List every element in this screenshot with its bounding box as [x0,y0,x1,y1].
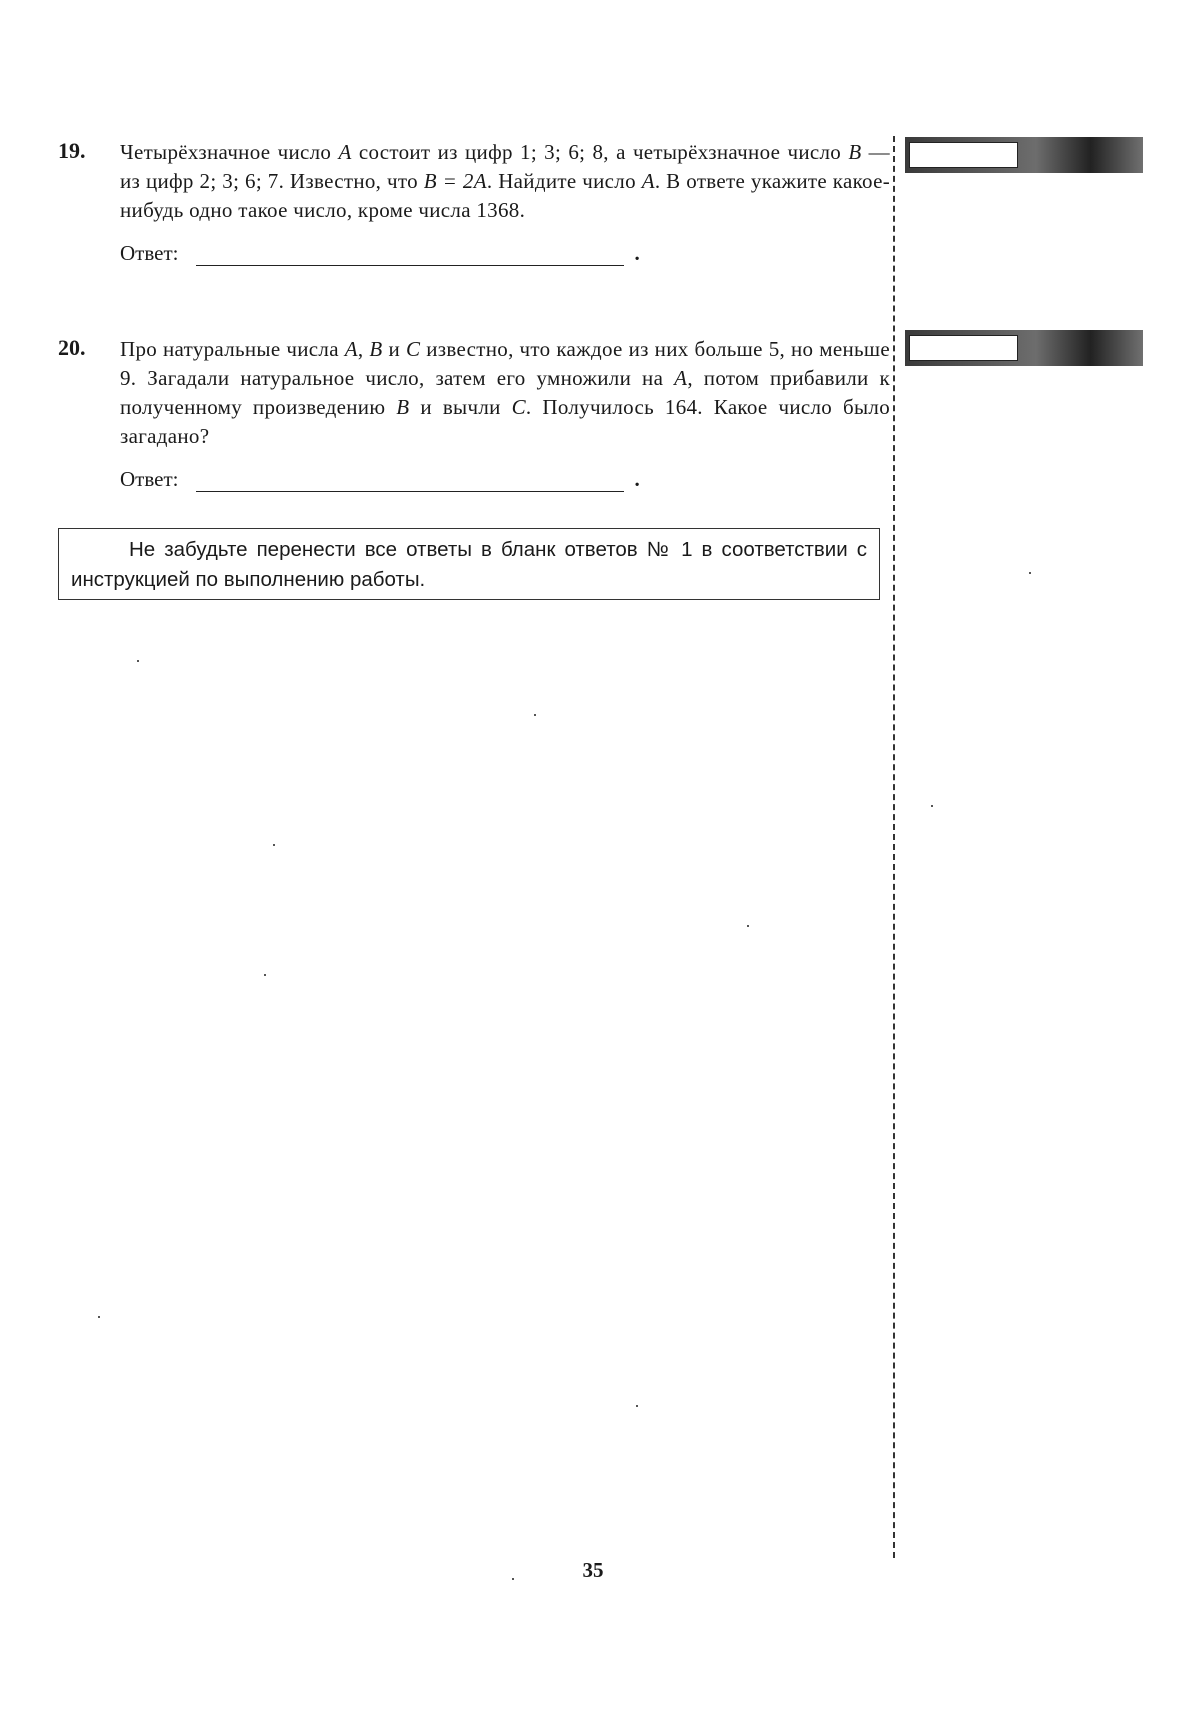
answer-label: Ответ: [120,241,179,265]
scan-speck [137,660,139,662]
score-box-19 [905,137,1143,173]
answer-dot: . [634,241,640,265]
problem-text: Про натуральные числа A, B и C известно, что каждое из них больше 5, но меньше 9. Загадали натуральное число, затем его умножили на A, потом прибавили к полученному произведению B и вычли C. Получилось 164. Какое число было загадано? [120,337,891,448]
answer-field[interactable] [196,245,624,266]
scan-speck [98,1316,100,1318]
problem-20 [58,335,890,492]
scan-speck [534,714,536,716]
score-box-20 [905,330,1143,366]
score-cell[interactable] [909,142,1018,168]
cut-line [893,136,895,1558]
answer-label: Ответ: [120,467,179,491]
score-cell[interactable] [909,335,1018,361]
page-number: 35 [582,1558,604,1582]
problem-text: Четырёхзначное число A состоит из цифр 1; 3; 6; 8, а четырёхзначное число B — из цифр 2; 3; 6; 7. Известно, что B = 2A. Найдите число A. В ответе укажите какое-нибудь одно такое число, кроме числа 1368. [120,140,890,222]
scan-speck [636,1405,638,1407]
answer-field[interactable] [196,471,624,492]
scan-speck [264,974,266,976]
notice-text: Не забудьте перенести все ответы в бланк ответов № 1 в соответствии с инструкцией по выполнению работы. [71,538,867,591]
problem-number: 20. [58,335,86,360]
answer-row [120,241,890,266]
scan-speck [273,844,275,846]
answer-row [120,467,890,492]
problem-19 [58,138,890,266]
answer-dot: . [634,467,640,491]
scan-speck [931,805,933,807]
scan-speck [512,1578,514,1580]
scan-speck [747,925,749,927]
reminder-notice [58,528,880,600]
scan-speck [1029,572,1031,574]
problem-number: 19. [58,138,86,163]
